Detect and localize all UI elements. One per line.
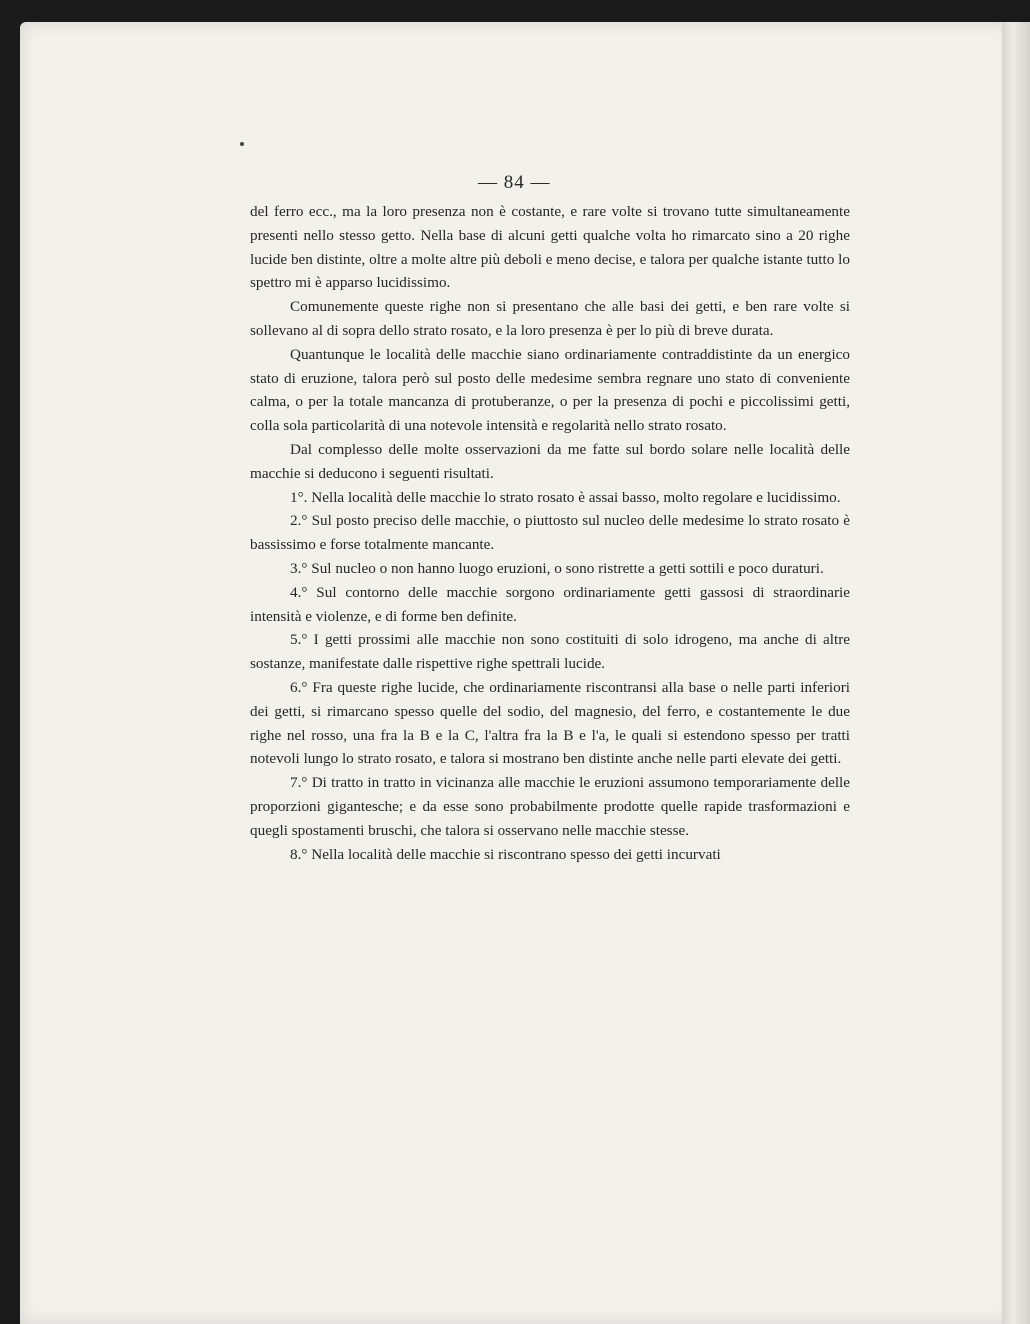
paragraph: Comunemente queste righe non si presentano che alle basi dei getti, e ben rare volte si sollevano al di sopra dello strato rosato, e la loro presenza è per lo più di breve durata.: [250, 298, 850, 339]
list-item: 7.° Di tratto in tratto in vicinanza alle macchie le eruzioni assumono temporariamente delle proporzioni gigantesche; e da esse sono probabilmente prodotte quelle rapide trasformazioni e quegli spostamenti bruschi, che talora si osservano nelle macchie stesse.: [250, 774, 850, 839]
list-item: 3.° Sul nucleo o non hanno luogo eruzioni, o sono ristrette a getti sottili e poco duraturi.: [290, 559, 824, 577]
list-item: 1°. Nella località delle macchie lo strato rosato è assai basso, molto regolare e lucidissimo.: [290, 488, 841, 506]
page-number: — 84 —: [478, 172, 551, 193]
list-item: 4.° Sul contorno delle macchie sorgono ordinariamente getti gassosi di straordinarie intensità e violenze, e di forme ben definite.: [250, 583, 850, 625]
list-item: 5.° I getti prossimi alle macchie non sono costituiti di solo idrogeno, ma anche di altre sostanze, manifestate dalle rispettive righe spettrali lucide.: [250, 631, 850, 673]
next-page-edge: [1002, 22, 1030, 1324]
ink-speck: [240, 142, 244, 146]
paragraph: del ferro ecc., ma la loro presenza non è costante, e rare volte si trovano tutte simultaneamente presenti nello stesso getto. Nella base di alcuni getti qualche volta ho rimarcato sino a 20 righe lucide ben distinte, oltre a molte altre più deboli e meno decise, e talora per qualche istante tutto lo spettro mi è apparso lucidissimo.: [250, 203, 850, 292]
list-item: 8.° Nella località delle macchie si riscontrano spesso dei getti incurvati: [290, 845, 721, 863]
list-item: 2.° Sul posto preciso delle macchie, o piuttosto sul nucleo delle medesime lo strato rosato è bassissimo e forse totalmente mancante.: [250, 512, 850, 554]
list-item: 6.° Fra queste righe lucide, che ordinariamente riscontransi alla base o nelle parti inferiori dei getti, si rimarcano spesso quelle del sodio, del magnesio, del ferro, e costantemente le due righe nel rosso, una fra la B e la C, l'altra fra la B e l'a, le quali si estendono spesso per tratti notevoli lungo lo strato rosato, e talora si mostrano ben distinte anche nelle parti elevate dei getti.: [250, 678, 850, 768]
paragraph: Quantunque le località delle macchie siano ordinariamente contraddistinte da un energico stato di eruzione, talora però sul posto delle medesime sembra regnare uno stato di conveniente calma, o per la totale mancanza di protuberanze, o per la presenza di pochi e piccolissimi getti, colla sola particolarità di una notevole intensità e regolarità nello strato rosato.: [250, 345, 850, 435]
body-text: [250, 200, 850, 866]
paragraph: Dal complesso delle molte osservazioni da me fatte sul bordo solare nelle località delle macchie si deducono i seguenti risultati.: [250, 440, 850, 482]
